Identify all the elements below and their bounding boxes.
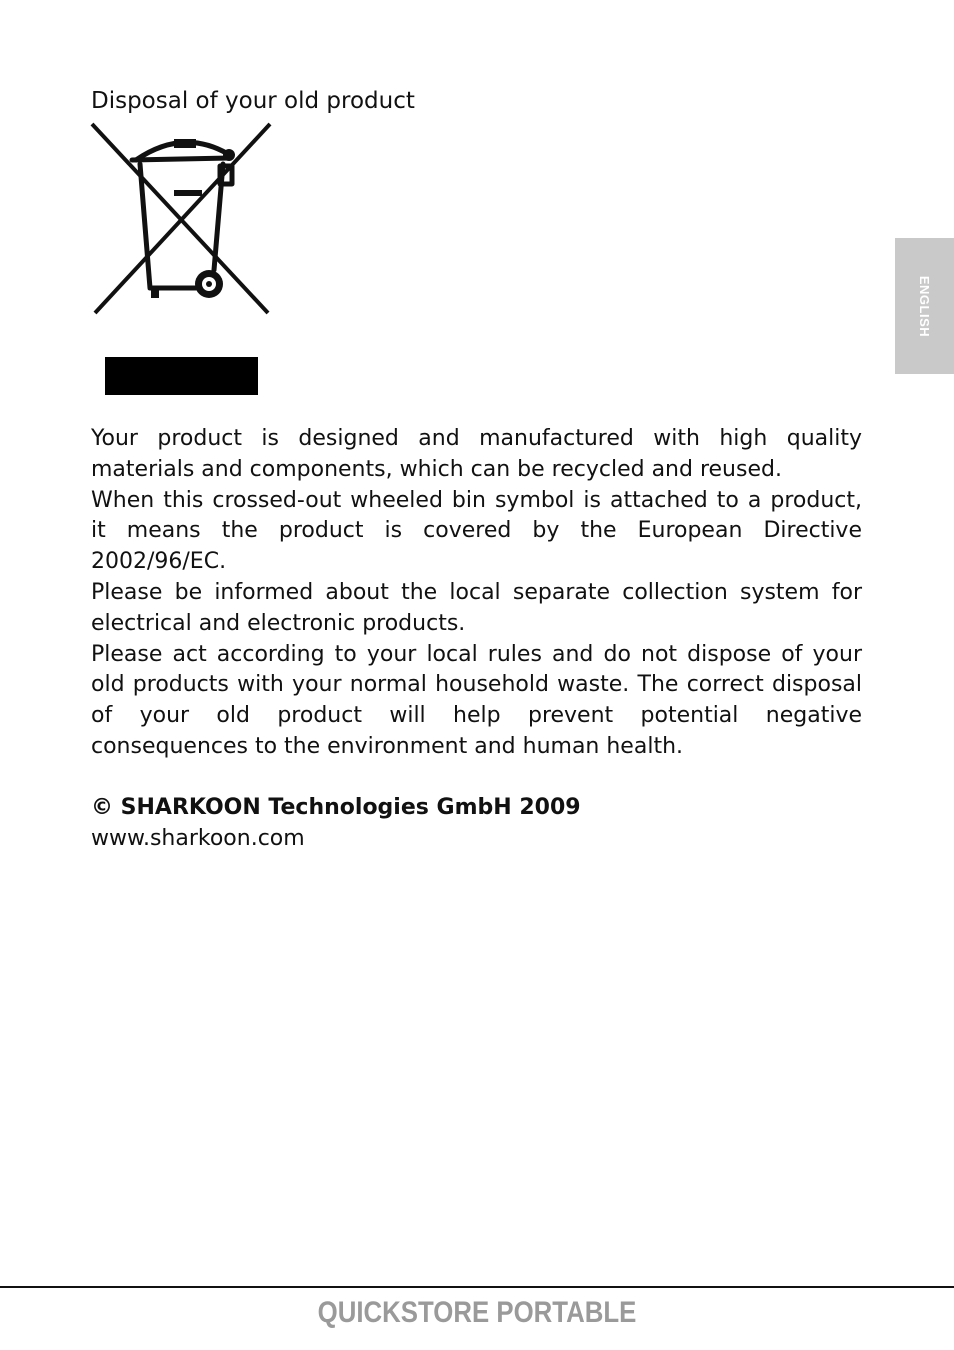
website-link[interactable]: www.sharkoon.com	[91, 826, 305, 851]
black-bar	[105, 357, 258, 395]
body-text	[91, 424, 862, 763]
crossed-out-wheeled-bin-icon	[88, 120, 274, 318]
footer-divider	[0, 1286, 954, 1288]
paragraph: When this crossed-out wheeled bin symbol is attached to a product, it means the product is covered by the European Directive 2002/96/EC.	[91, 487, 862, 575]
language-tab	[895, 238, 954, 374]
copyright-notice: © SHARKOON Technologies GmbH 2009	[91, 795, 581, 820]
paragraph: Your product is designed and manufactured with high quality materials and components, which can be recycled and reused.	[91, 426, 862, 482]
paragraph: Please act according to your local rules and do not dispose of your old products with your normal household waste. The correct disposal of your old product will help prevent potential negative consequences to the environment and human health.	[91, 641, 862, 759]
footer-product-title: QUICKSTORE PORTABLE	[317, 1296, 637, 1329]
paragraph: Please be informed about the local separate collection system for electrical and electronic products.	[91, 579, 862, 636]
section-heading: Disposal of your old product	[91, 88, 415, 114]
language-tab-label: ENGLISH	[917, 275, 933, 337]
